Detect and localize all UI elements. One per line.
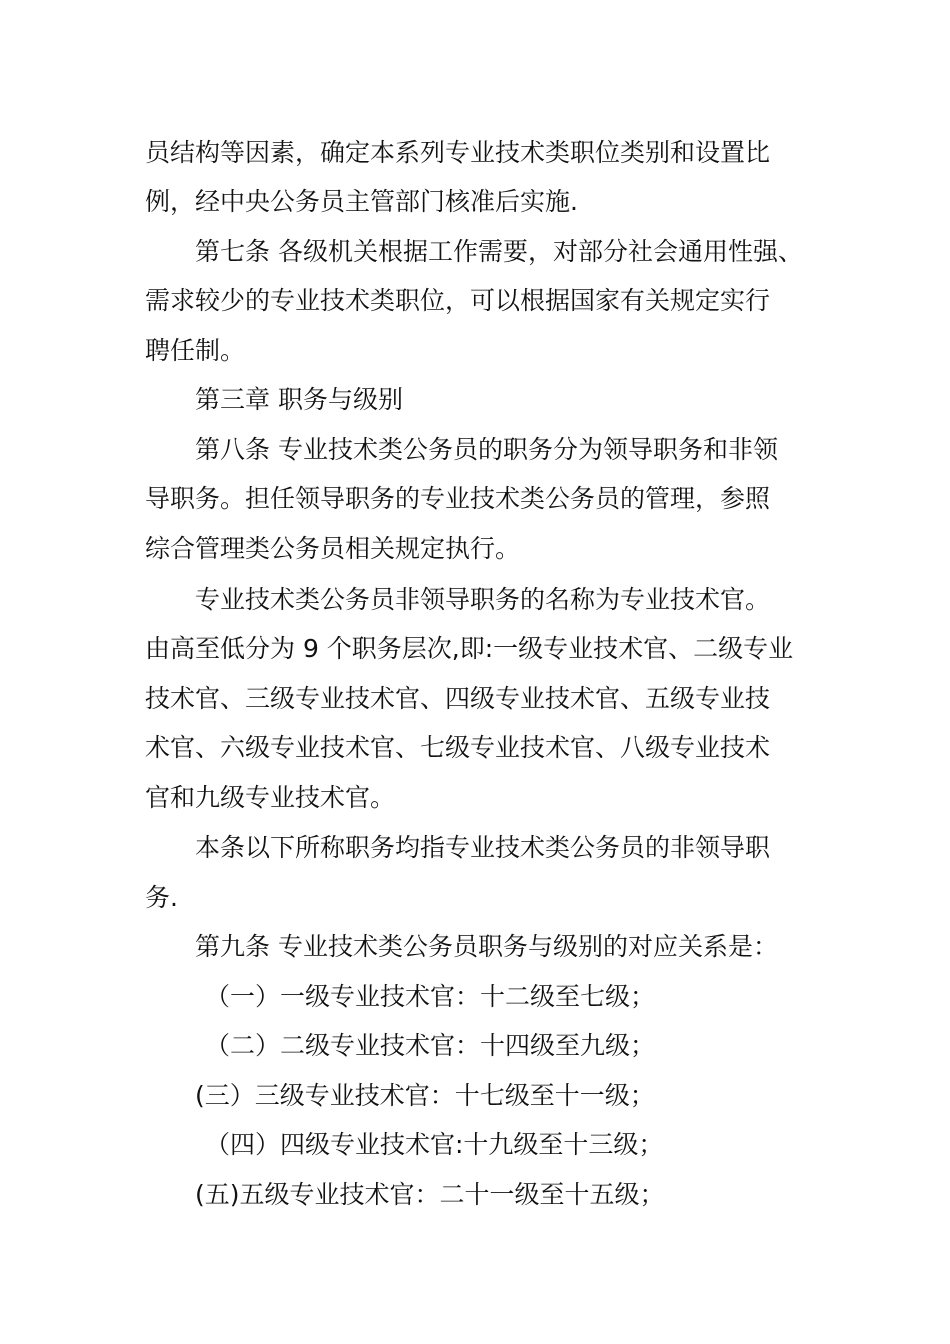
paragraph-line: 技术官、三级专业技术官、四级专业技术官、五级专业技: [145, 684, 771, 713]
article-8-line: 第八条 专业技术类公务员的职务分为领导职务和非领: [195, 435, 778, 464]
list-item: （二）二级专业技术官：十四级至九级；: [205, 1031, 656, 1060]
article-9-line: 第九条 专业技术类公务员职务与级别的对应关系是：: [195, 932, 778, 961]
paragraph-line: 务.: [145, 883, 178, 912]
paragraph-line: 例，经中央公务员主管部门核准后实施.: [145, 187, 578, 216]
list-item: （一）一级专业技术官：十二级至七级；: [205, 982, 656, 1011]
paragraph-line: 需求较少的专业技术类职位，可以根据国家有关规定实行: [145, 286, 771, 315]
paragraph-line: 员结构等因素，确定本系列专业技术类职位类别和设置比: [145, 138, 771, 167]
paragraph-line: 官和九级专业技术官。: [145, 783, 396, 812]
paragraph-line: 聘任制。: [145, 336, 246, 365]
paragraph-line: 本条以下所称职务均指专业技术类公务员的非领导职: [195, 833, 771, 862]
article-7-line: 第七条 各级机关根据工作需要，对部分社会通用性强、: [195, 237, 803, 266]
list-item: (五)五级专业技术官：二十一级至十五级；: [195, 1180, 665, 1209]
paragraph-line: 术官、六级专业技术官、七级专业技术官、八级专业技术: [145, 733, 771, 762]
paragraph-line: 综合管理类公务员相关规定执行。: [145, 534, 521, 563]
list-item: (三）三级专业技术官：十七级至十一级；: [195, 1081, 655, 1110]
paragraph-line: 由高至低分为 9 个职务层次,即:一级专业技术官、二级专业: [145, 634, 794, 663]
list-item: （四）四级专业技术官:十九级至十三级；: [205, 1130, 664, 1159]
paragraph-line: 专业技术类公务员非领导职务的名称为专业技术官。: [195, 585, 771, 614]
paragraph-line: 导职务。担任领导职务的专业技术类公务员的管理，参照: [145, 484, 771, 513]
chapter-heading: 第三章 职务与级别: [195, 385, 403, 414]
